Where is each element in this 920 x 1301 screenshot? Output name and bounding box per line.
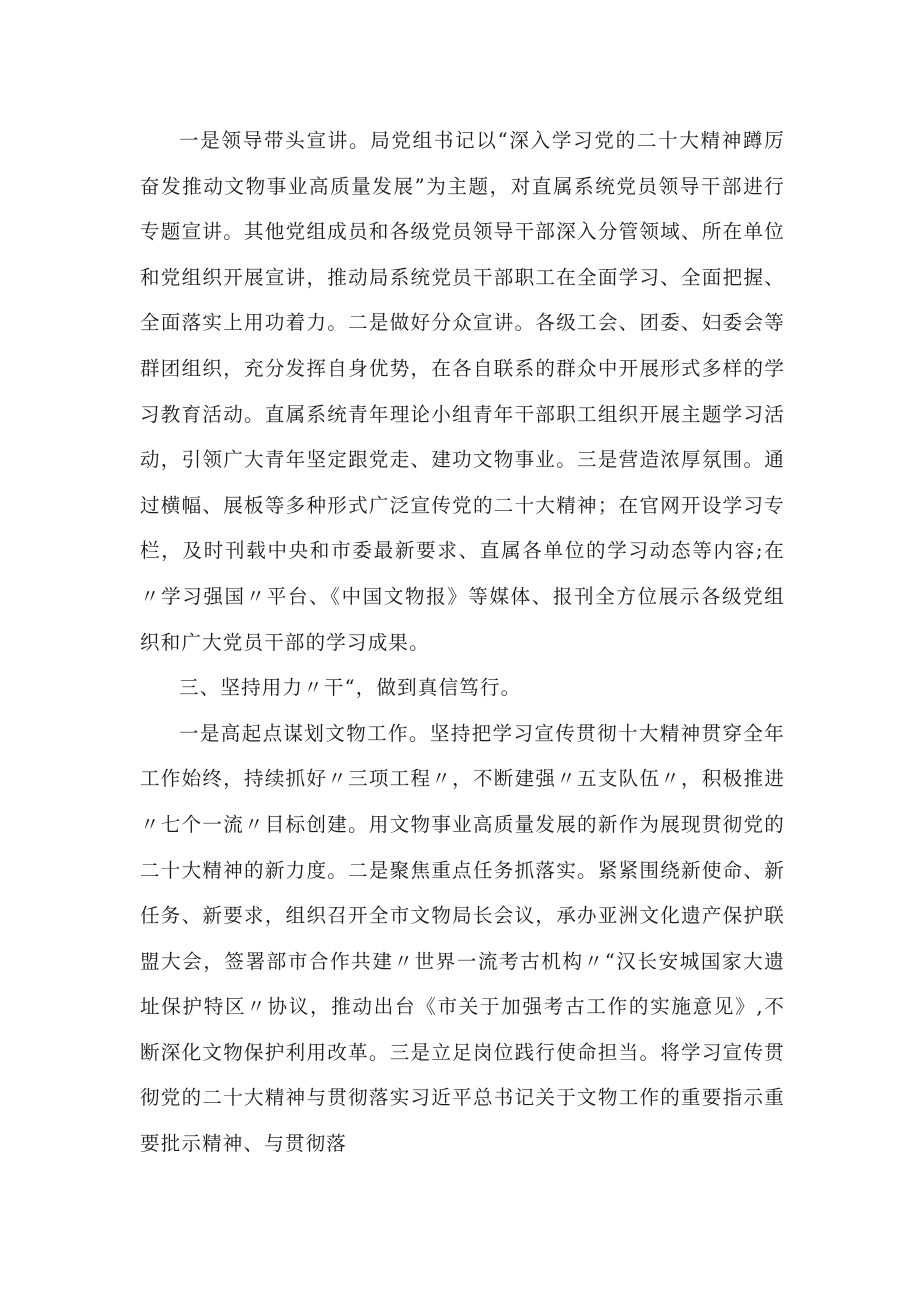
- section-heading: 三、坚持用力〃干“，做到真信笃行。: [179, 676, 522, 700]
- document-body: [140, 118, 785, 1167]
- paragraph-propaganda: 一是领导带头宣讲。局党组书记以“深入学习党的二十大精神蹲厉奋发推动文物事业高质量发展”为主题，对直属系统党员领导干部进行专题宣讲。其他党组成员和各级党员领导干部深入分管领域、所在单位和党组织开展宣讲，推动局系统党员干部职工在全面学习、全面把握、全面落实上用功着力。二是做好分众宣讲。各级工会、团委、妇委会等群团组织，充分发挥自身优势，在各自联系的群众中开展形式多样的学习教育活动。直属系统青年理论小组青年干部职工组织开展主题学习活动，引领广大青年坚定跟党走、建功文物事业。三是营造浓厚氛围。通过横幅、展板等多种形式广泛宣传党的二十大精神；在官网开设学习专栏，及时刊载中央和市委最新要求、直属各单位的学习动态等内容;在〃学习强国〃平台、《中国文物报》等媒体、报刊全方位展示各级党组织和广大党员干部的学习成果。: [140, 129, 785, 654]
- paragraph-cultural-relics-work: 一是高起点谋划文物工作。坚持把学习宣传贯彻十大精神贯穿全年工作始终，持续抓好〃三项工程〃，不断建强〃五支队伍〃，积极推进〃七个一流〃目标创建。用文物事业高质量发展的新作为展现贯彻党的二十大精神的新力度。二是聚焦重点任务抓落实。紧紧围绕新使命、新任务、新要求，组织召开全市文物局长会议，承办亚洲文化遗产保护联盟大会，签署部市合作共建〃世界一流考古机构〃“汉长安城国家大遗址保护特区〃协议，推动出台《市关于加强考古工作的实施意见》,不断深化文物保护利用改革。三是立足岗位践行使命担当。将学习宣传贯彻党的二十大精神与贯彻落实习近平总书记关于文物工作的重要指示重要批示精神、与贯彻落: [140, 721, 785, 1156]
